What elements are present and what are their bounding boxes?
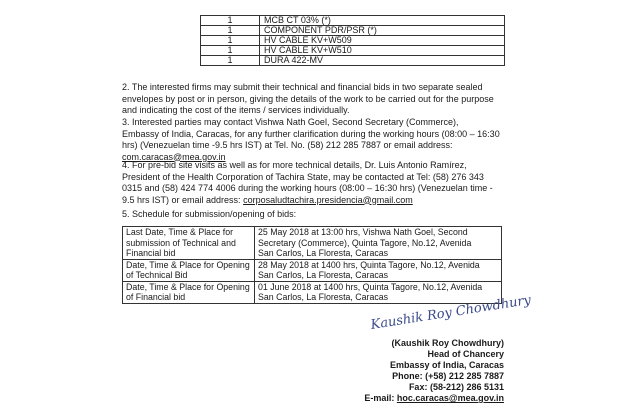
schedule-table (122, 226, 502, 304)
paragraph-4 (122, 160, 507, 206)
schedule-value-line: Secretary (Commerce), Quinta Tagore, No.12, Avenida (258, 237, 472, 248)
item-name: HV CABLE KV+W509 (260, 36, 505, 46)
paragraph-3-line: hrs) (Venezuelan time -9.5 hrs IST) at Tel. No. (58) 212 285 7887 or email address: (122, 140, 453, 150)
item-qty: 1 (201, 16, 260, 26)
signatory-title: Head of Chancery (427, 349, 504, 359)
schedule-value-line: 25 May 2018 at 13:00 hrs, Vishwa Nath Goel, Second (258, 227, 468, 237)
schedule-value-line: San Carlos, La Floresta, Caracas (258, 292, 389, 302)
paragraph-3-line: Embassy of India, Caracas, for any further clarification during the working hours (08:00 – 16:30 (122, 128, 500, 139)
items-table-row (201, 46, 505, 56)
paragraph-2-line: 2. The interested firms may submit their technical and financial bids in two separate sealed (122, 82, 483, 92)
schedule-value-line: San Carlos, La Floresta, Caracas (258, 270, 389, 280)
schedule-value-line: San Carlos, La Floresta, Caracas (258, 248, 389, 258)
schedule-label-line: submission of Technical and (126, 237, 236, 248)
paragraph-5: 5. Schedule for submission/opening of bids: (122, 209, 297, 219)
paragraph-3 (122, 117, 507, 163)
item-qty: 1 (201, 56, 260, 66)
item-qty: 1 (201, 46, 260, 56)
paragraph-4-line: President of the Health Corporation of Tachira State, may be contacted at Tel: (58) 276 343 (122, 171, 484, 182)
item-name: COMPONENT PDR/PSR (*) (260, 26, 505, 36)
schedule-label-line: of Technical Bid (126, 270, 188, 280)
schedule-row (123, 281, 502, 303)
schedule-row (123, 227, 502, 260)
schedule-label-line: Last Date, Time & Place for (126, 227, 234, 237)
paragraph-4-line: 9.5 hrs IST) or email address: (122, 194, 241, 205)
contact-email-link[interactable]: com.caracas@mea.gov.in (122, 151, 226, 162)
schedule-label-line: Date, Time & Place for Opening (126, 259, 250, 270)
schedule-label-cell (123, 259, 255, 281)
prebid-email-link[interactable]: corposaludtachira.presidencia@gmail.com (243, 194, 413, 205)
paragraph-4-line: 0315 and (58) 424 774 4006 during the working hours (08:00 – 16:30 hrs) (Venezuelan time - (122, 183, 493, 193)
paragraph-4-line: 4. For pre-bid site visits as well as for more technical details, Dr. Luis Antonio Ramírez, (122, 160, 467, 170)
item-qty: 1 (201, 36, 260, 46)
items-table-row (201, 16, 505, 26)
schedule-label-line: Date, Time & Place for Opening (126, 281, 250, 292)
signatory-fax: Fax: (58-212) 286 5131 (408, 382, 504, 392)
items-table (200, 15, 505, 66)
email-label: E-mail: (364, 393, 395, 403)
items-table-row (201, 36, 505, 46)
signature-block (364, 338, 504, 404)
signatory-phone: Phone: (+58) 212 285 7887 (392, 371, 504, 381)
schedule-label-cell (123, 281, 255, 303)
schedule-value-cell (255, 259, 502, 281)
schedule-value-cell (255, 281, 502, 303)
paragraph-3-line: 3. Interested parties may contact Vishwa Nath Goel, Second Secretary (Commerce), (122, 117, 459, 127)
schedule-value-cell (255, 227, 502, 260)
schedule-value-line: 01 June 2018 at 1400 hrs, Quinta Tagore, No.12, Avenida (258, 281, 483, 292)
paragraph-2 (122, 82, 507, 117)
schedule-value-line: 28 May 2018 at 1400 hrs, Quinta Tagore, No.12, Avenida (258, 259, 480, 270)
paragraph-2-line: envelopes by post or in person, giving the details of the work to be carried out for the purpose (122, 93, 494, 104)
items-table-row (201, 56, 505, 66)
items-table-row (201, 26, 505, 36)
item-qty: 1 (201, 26, 260, 36)
paragraph-2-line: and indicating the cost of the items / services individually. (122, 105, 350, 115)
schedule-label-line: of Financial bid (126, 292, 186, 302)
schedule-label-cell (123, 227, 255, 260)
item-name: MCB CT 03% (*) (260, 16, 505, 26)
item-name: DURA 422-MV (260, 56, 505, 66)
item-name: HV CABLE KV+W510 (260, 46, 505, 56)
signatory-name: (Kaushik Roy Chowdhury) (391, 338, 504, 348)
schedule-row (123, 259, 502, 281)
signatory-org: Embassy of India, Caracas (389, 360, 504, 370)
signatory-email-link[interactable]: hoc.caracas@mea.gov.in (396, 393, 504, 403)
handwritten-signature: Kaushik Roy Chowdhury (369, 292, 533, 333)
schedule-label-line: Financial bid (126, 248, 176, 258)
